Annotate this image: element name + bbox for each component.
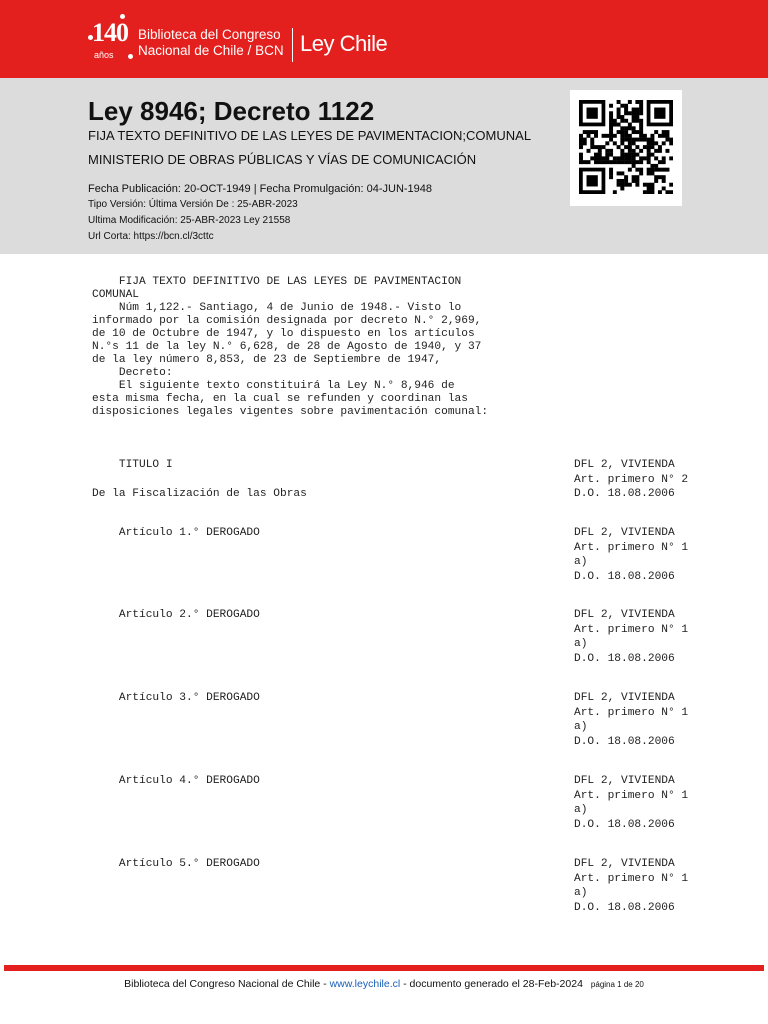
version-type: Tipo Versión: Última Versión De : 25-ABR-2023 (88, 199, 298, 210)
article-1-note: DFL 2, VIVIENDA Art. primero N° 1 a) D.O. 18.08.2006 (574, 527, 689, 583)
page-footer (0, 978, 768, 990)
titulo-note: DFL 2, VIVIENDA Art. primero N° 2 D.O. 18.08.2006 (574, 459, 689, 500)
law-header (0, 78, 768, 254)
footer-bar (4, 965, 764, 971)
article-2-note: DFL 2, VIVIENDA Art. primero N° 1 a) D.O. 18.08.2006 (574, 609, 689, 665)
article-2-label: Artículo 2.° DEROGADO (92, 609, 260, 621)
qr-code-icon (579, 100, 673, 194)
law-title: Ley 8946; Decreto 1122 (88, 96, 375, 126)
article-5-label: Artículo 5.° DEROGADO (92, 858, 260, 870)
titulo-name: De la Fiscalización de las Obras (92, 488, 307, 500)
last-modification: Ultima Modificación: 25-ABR-2023 Ley 21558 (88, 215, 291, 226)
organization-name (138, 27, 284, 59)
brand-name: Ley Chile (300, 31, 388, 56)
article-5-note: DFL 2, VIVIENDA Art. primero N° 1 a) D.O. 18.08.2006 (574, 858, 689, 914)
page-number: página 1 de 20 (590, 980, 644, 989)
top-banner (0, 0, 768, 78)
anniversary-subtext: años (94, 50, 114, 60)
logo-divider (292, 28, 293, 62)
article-3-label: Artículo 3.° DEROGADO (92, 692, 260, 704)
footer-suffix: - documento generado el 28-Feb-2024 (400, 978, 583, 990)
short-url[interactable]: Url Corta: https://bcn.cl/3cttc (88, 231, 214, 242)
footer-prefix: Biblioteca del Congreso Nacional de Chile - (124, 978, 330, 990)
organization-line-1: Biblioteca del Congreso (138, 27, 281, 42)
anniversary-logo-icon (88, 14, 134, 64)
organization-line-2: Nacional de Chile / BCN (138, 43, 284, 58)
publication-dates: Fecha Publicación: 20-OCT-1949 | Fecha Promulgación: 04-JUN-1948 (88, 183, 433, 195)
anniversary-number: 140 (92, 18, 128, 47)
qr-code (570, 90, 682, 206)
article-4-label: Artículo 4.° DEROGADO (92, 775, 260, 787)
ministry-name: MINISTERIO DE OBRAS PÚBLICAS Y VÍAS DE COMUNICACIÓN (88, 152, 477, 167)
preamble-text: FIJA TEXTO DEFINITIVO DE LAS LEYES DE PAVIMENTACION COMUNAL Núm 1,122.- Santiago, 4 de Junio de 1948.- Visto lo informado por la comisión designada por decreto N.° 2,969, de 10 de Octubre de 1947, y lo dispuesto en los artículos N.°s 11 de la ley N.° 6,628, de 28 de Agosto de 1940, y 37 de la ley número 8,853, de 23 de Septiembre de 1947, Decreto: El siguiente texto constituirá la Ley N.° 8,946 de esta misma fecha, en la cual se refunden y coordinan las disposiciones legales vigentes sobre pavimentación comunal: (92, 276, 489, 418)
footer-link[interactable]: www.leychile.cl (329, 978, 401, 990)
article-4-note: DFL 2, VIVIENDA Art. primero N° 1 a) D.O. 18.08.2006 (574, 775, 689, 831)
law-subtitle: FIJA TEXTO DEFINITIVO DE LAS LEYES DE PAVIMENTACION;COMUNAL (88, 128, 532, 143)
article-1-label: Artículo 1.° DEROGADO (92, 527, 260, 539)
titulo-heading: TITULO I (92, 459, 173, 471)
article-3-note: DFL 2, VIVIENDA Art. primero N° 1 a) D.O. 18.08.2006 (574, 692, 689, 748)
